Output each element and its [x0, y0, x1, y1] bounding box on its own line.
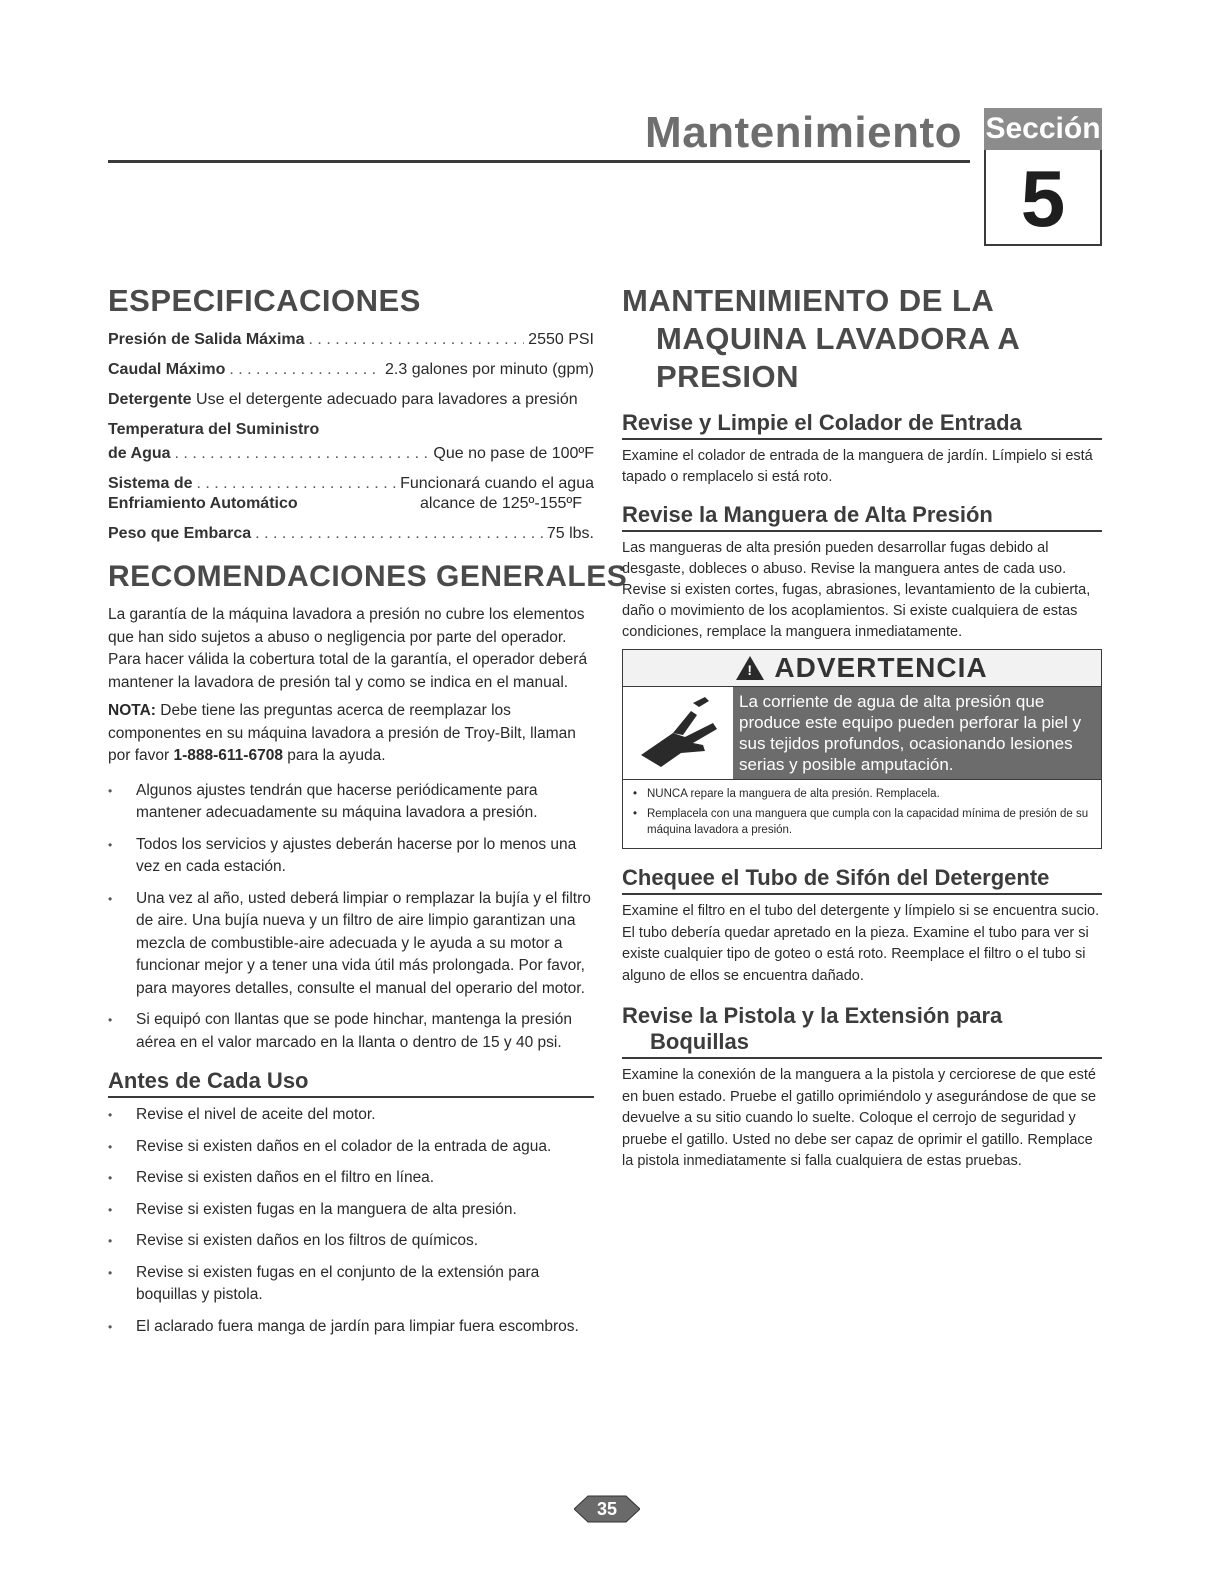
spec-flow-label: Caudal Máximo [108, 361, 226, 378]
left-column [108, 282, 628, 1347]
list-item: • Revise si existen daños en el colador de la entrada de agua. [108, 1136, 594, 1159]
note-phone: 1-888-611-6708 [173, 747, 283, 764]
strainer-heading: Revise y Limpie el Colador de Entrada [622, 410, 1102, 440]
page-number: 35 [596, 1499, 618, 1519]
spec-pressure [108, 328, 594, 352]
spec-detergent-label: Detergente [108, 391, 192, 408]
warning-body [623, 687, 1101, 779]
warning-header [623, 650, 1101, 687]
warning-box [622, 649, 1102, 849]
specs-heading: ESPECIFICACIONES [108, 283, 421, 318]
leader-dots [175, 442, 430, 466]
siphon-heading: Chequee el Tubo de Sifón del Detergente [622, 865, 1102, 895]
before-use-heading: Antes de Cada Uso [108, 1068, 594, 1098]
warning-title: ADVERTENCIA [774, 652, 988, 683]
spec-cooling-value-1: Funcionará cuando el agua [400, 475, 594, 492]
hand-injury-icon [623, 687, 733, 779]
recommendations-list [108, 780, 594, 1055]
spec-pressure-value: 2550 PSI [528, 331, 594, 348]
before-use-list [108, 1104, 594, 1338]
leader-dots [309, 328, 525, 352]
siphon-text: Examine el filtro en el tubo del detergente y límpielo si se encuentra sucio. El tubo debería quedar apretado en la pieza. Examine el tubo para ver si existe cualquier tipo de goteo o está roto. Reemplace el filtro o el tubo si alguno de ellos se encuentra dañado. [622, 903, 1100, 984]
note-paragraph [108, 700, 594, 768]
list-item: • Remplacela con una manguera que cumpla con la capacidad mínima de presión de su máquina lavadora a presión. [631, 806, 1093, 838]
leader-dots [255, 522, 543, 546]
list-item: • Revise si existen daños en el filtro en línea. [108, 1167, 594, 1190]
page-number-badge [574, 1492, 640, 1526]
spec-weight-value: 75 lbs. [546, 525, 594, 542]
right-column [622, 282, 1102, 1179]
note-text: Debe tiene las preguntas acerca de reemplazar los componentes en su máquina lavadora a presión de Troy-Bilt, llaman por favor [108, 702, 576, 764]
title-rule [108, 160, 970, 163]
spec-weight [108, 522, 594, 546]
section-badge [984, 108, 1102, 246]
warning-text: La corriente de agua de alta presión que produce este equipo pueden perforar la piel y sus tejidos profundos, ocasionando lesiones serias y posible amputación. [739, 692, 1082, 774]
list-item: • Revise si existen fugas en el conjunto de la extensión para boquillas y pistola. [108, 1262, 594, 1307]
hose-text: Las mangueras de alta presión pueden desarrollar fugas debido al desgaste, dobleces o abuso. Revise la manguera antes de cada uso. Revise si existen cortes, fugas, abrasiones, levantamiento de la cubierta, daño o movimiento de los acoplamientos. Si existe cualquiera de estas condiciones, remplace la manguera inmediatamente. [622, 540, 1091, 640]
spec-flow-value: 2.3 galones por minuto (gpm) [385, 361, 594, 378]
section-number: 5 [1020, 154, 1066, 243]
strainer-text: Examine el colador de entrada de la manguera de jardín. Límpielo si está tapado o remplacelo si está roto. [622, 448, 1093, 485]
maintenance-heading [622, 282, 1102, 396]
list-item: • Una vez al año, usted deberá limpiar o remplazar la bujía y el filtro de aire. Una bujía nueva y un filtro de aire limpio garantizan una mezcla de combustible-aire adecuada y le ayuda a su motor a funcionar mejor y a tener una vida útil más prolongada. Por favor, para mayores detalles, consulte el manual del operario del motor. [108, 888, 594, 1001]
gun-text: Examine la conexión de la manguera a la pistola y cerciorese de que esté en buen estado. Pruebe el gatillo oprimiéndolo y asegurándose de que se devuelve a su sitio cuando lo suelte. Coloque el cerrojo de seguridad y pruebe el gatillo. Usted no debe ser capaz de oprimir el gatillo. Remplace la pistola inmediatamente si falla cualquiera de estas pruebas. [622, 1067, 1097, 1169]
list-item: • Revise si existen fugas en la manguera de alta presión. [108, 1199, 594, 1222]
spec-temp-label-2: de Agua [108, 445, 171, 462]
list-item: • Revise si existen daños en los filtros de químicos. [108, 1230, 594, 1253]
spec-cooling-value-2: alcance de 125º-155ºF [419, 495, 582, 512]
maintenance-heading-line-1: MANTENIMIENTO DE LA [622, 283, 995, 318]
section-label: Sección [984, 108, 1102, 150]
spec-cooling-label-2: Enfriamiento Automático [108, 495, 298, 512]
note-end: para la ayuda. [287, 747, 386, 764]
warranty-paragraph: La garantía de la máquina lavadora a presión no cubre los elementos que han sido sujetos a abuso o negligencia por parte del operador. Para hacer válida la cobertura total de la garantía, el operador deberá mantener la lavadora de presión tal y como se indica en el manual. [108, 606, 588, 691]
spec-weight-label: Peso que Embarca [108, 525, 252, 542]
page-title: Mantenimiento [645, 108, 962, 157]
gun-heading-line-2: Boquillas [650, 1029, 750, 1054]
spec-temp-value: Que no pase de 100ºF [433, 445, 594, 462]
spec-detergent [108, 388, 594, 412]
warning-list [623, 779, 1101, 848]
spec-temperature [108, 418, 594, 466]
leader-dots [229, 358, 381, 382]
maintenance-heading-line-2: MAQUINA LAVADORA A [656, 321, 1021, 356]
hose-heading: Revise la Manguera de Alta Presión [622, 502, 1102, 532]
spec-cooling [108, 472, 594, 516]
warning-triangle-icon: ! [736, 656, 764, 680]
recommendations-heading: RECOMENDACIONES GENERALES [108, 560, 628, 593]
spec-detergent-value: Use el detergente adecuado para lavadores a presión [196, 391, 578, 408]
note-label: NOTA: [108, 702, 156, 719]
list-item: • Todos los servicios y ajustes deberán hacerse por lo menos una vez en cada estación. [108, 834, 594, 879]
gun-heading-line-1: Revise la Pistola y la Extensión para [622, 1003, 1003, 1028]
list-item: • NUNCA repare la manguera de alta presión. Remplacela. [631, 786, 1093, 802]
list-item: • Si equipó con llantas que se pode hinchar, mantenga la presión aérea en el valor marcado en la llanta o dentro de 15 y 40 psi. [108, 1009, 594, 1054]
spec-pressure-label: Presión de Salida Máxima [108, 331, 305, 348]
spec-temp-label-1: Temperatura del Suministro [108, 421, 320, 438]
spec-flow [108, 358, 594, 382]
gun-heading [622, 1003, 1102, 1059]
list-item: • Revise el nivel de aceite del motor. [108, 1104, 594, 1127]
maintenance-heading-line-3: PRESION [656, 359, 800, 394]
spec-cooling-label-1: Sistema de [108, 475, 193, 492]
list-item: • Algunos ajustes tendrán que hacerse periódicamente para mantener adecuadamente su máquina lavadora a presión. [108, 780, 594, 825]
list-item: • El aclarado fuera manga de jardín para limpiar fuera escombros. [108, 1316, 594, 1339]
